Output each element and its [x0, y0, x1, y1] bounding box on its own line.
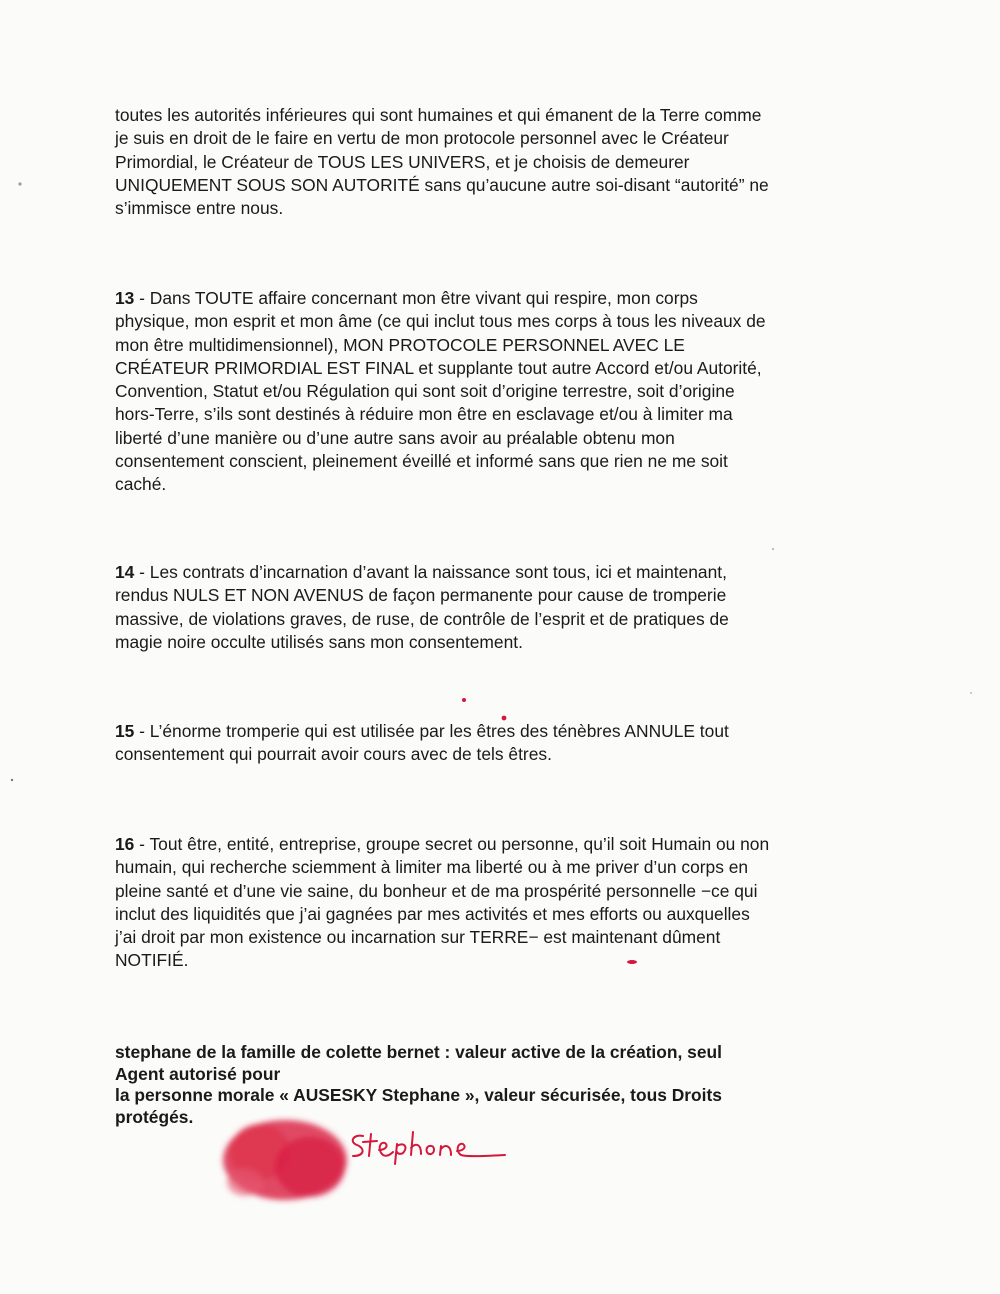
section-line: caché. [115, 474, 167, 495]
section-line: liberté d’une manière ou d’une autre sans avoir au préalable obtenu mon [115, 427, 675, 448]
red-ink-speck [460, 696, 468, 704]
section-15 [115, 720, 875, 767]
section-text: - Dans TOUTE affaire concernant mon être vivant qui respire, mon corps [134, 288, 698, 308]
section-text: - L’énorme tromperie qui est utilisée par les êtres des ténèbres ANNULE tout [134, 721, 729, 741]
section-16 [115, 833, 875, 973]
section-number: 13 [115, 288, 135, 308]
handwritten-signature [345, 1128, 515, 1168]
red-ink-speck [625, 958, 639, 966]
section-line: Convention, Statut et/ou Régulation qui sont soit d’origine terrestre, soit d’origine [115, 381, 735, 402]
section-13 [115, 287, 875, 497]
intro-line: UNIQUEMENT SOUS SON AUTORITÉ sans qu’aucune autre soi-disant “autorité” ne [115, 174, 769, 195]
section-line: pleine santé et d’une vie saine, du bonheur et de ma prospérité personnelle −ce qui [115, 880, 758, 901]
closing-line: la personne morale « AUSESKY Stephane », valeur sécurisée, tous Droits [115, 1085, 722, 1105]
section-text: - Tout être, entité, entreprise, groupe secret ou personne, qu’il soit Humain ou non [134, 834, 770, 854]
section-text: - Les contrats d’incarnation d’avant la naissance sont tous, ici et maintenant, [134, 562, 727, 582]
section-first-line [115, 561, 875, 584]
scan-speck [968, 690, 974, 696]
section-line: j’ai droit par mon existence ou incarnation sur TERRE− est maintenant dûment [115, 927, 721, 948]
scan-speck [16, 180, 24, 188]
red-ink-speck [500, 714, 508, 722]
section-first-line [115, 720, 875, 743]
section-line: inclut des liquidités que j’ai gagnées par mes activités et mes efforts ou auxquelles [115, 903, 750, 924]
scan-speck [8, 776, 16, 784]
section-line: hors-Terre, s’ils sont destinés à réduire mon être en esclavage et/ou à limiter ma [115, 404, 733, 425]
section-line: NOTIFIÉ. [115, 950, 189, 971]
section-first-line [115, 833, 875, 856]
section-line: massive, de violations graves, de ruse, de contrôle de l’esprit et de pratiques de [115, 608, 729, 629]
scan-speck [770, 546, 776, 552]
fingerprint-seal [215, 1112, 355, 1207]
section-line: rendus NULS ET NON AVENUS de façon permanente pour cause de tromperie [115, 585, 727, 606]
section-number: 14 [115, 562, 135, 582]
intro-line: s’immisce entre nous. [115, 198, 284, 219]
section-line: consentement conscient, pleinement éveillé et informé sans que rien ne me soit [115, 451, 728, 472]
section-line: physique, mon esprit et mon âme (ce qui inclut tous mes corps à tous les niveaux de [115, 311, 766, 332]
section-line: consentement qui pourrait avoir cours avec de tels êtres. [115, 744, 552, 765]
section-number: 15 [115, 721, 135, 741]
closing-line: protégés. [115, 1106, 194, 1127]
section-number: 16 [115, 834, 135, 854]
intro-line: je suis en droit de le faire en vertu de mon protocole personnel avec le Créateur [115, 128, 729, 149]
intro-paragraph [115, 104, 875, 220]
section-line: humain, qui recherche sciemment à limiter ma liberté ou à me priver d’un corps en [115, 857, 749, 878]
intro-line: toutes les autorités inférieures qui sont humaines et qui émanent de la Terre comme [115, 105, 762, 125]
closing-line: Agent autorisé pour [115, 1063, 281, 1084]
section-line: magie noire occulte utilisés sans mon consentement. [115, 631, 523, 652]
section-first-line [115, 287, 875, 310]
intro-line: Primordial, le Créateur de TOUS LES UNIVERS, et je choisis de demeurer [115, 151, 690, 172]
section-14 [115, 561, 875, 654]
section-line: mon être multidimensionnel), MON PROTOCOLE PERSONNEL AVEC LE [115, 334, 685, 355]
section-line: CRÉATEUR PRIMORDIAL EST FINAL et supplante tout autre Accord et/ou Autorité, [115, 357, 762, 378]
closing-line: stephane de la famille de colette bernet : valeur active de la création, seul [115, 1042, 722, 1062]
